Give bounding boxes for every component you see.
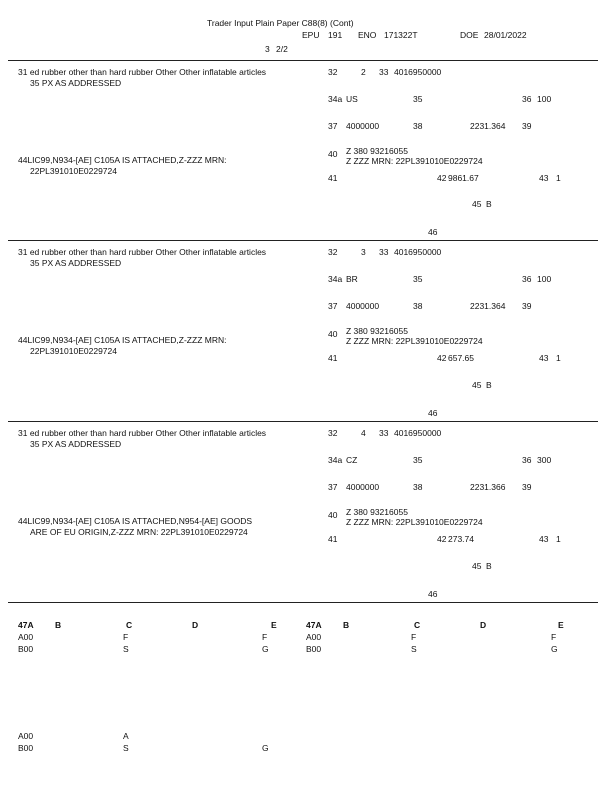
- item-price: 657.65: [448, 353, 474, 363]
- origin-country: CZ: [346, 455, 358, 465]
- box34a-label: 34a: [328, 94, 343, 104]
- item-divider: [8, 240, 598, 241]
- box43-label: 43: [539, 173, 549, 183]
- tax-base-code: S: [123, 743, 129, 753]
- box36-value: 100: [537, 94, 552, 104]
- box34a-label: 34a: [328, 274, 343, 284]
- tax-type-code: A00: [18, 632, 34, 642]
- box46-label: 46: [428, 408, 438, 418]
- tax-type-code: A00: [18, 731, 34, 741]
- box36-label: 36: [522, 455, 532, 465]
- previous-document-2: Z ZZZ MRN: 22PL391010E0229724: [346, 517, 483, 527]
- previous-document-2: Z ZZZ MRN: 22PL391010E0229724: [346, 336, 483, 346]
- tax-box-label: 47A: [18, 620, 34, 630]
- tax-base-code: S: [411, 644, 417, 654]
- box36-value: 300: [537, 455, 552, 465]
- box33-label: 33: [379, 247, 389, 257]
- tax-method-code: G: [262, 644, 269, 654]
- doe-label: DOE: [460, 30, 479, 40]
- box41-label: 41: [328, 534, 338, 544]
- box45-label: 45: [472, 561, 482, 571]
- tax-type-code: B00: [18, 743, 34, 753]
- net-mass: 2231.366: [470, 482, 506, 492]
- box35-label: 35: [413, 274, 423, 284]
- box42-label: 42: [437, 353, 447, 363]
- box36-label: 36: [522, 274, 532, 284]
- item-description-line1: 31 ed rubber other than hard rubber Other Other inflatable articles: [18, 428, 267, 438]
- box36-value: 100: [537, 274, 552, 284]
- tax-method-code: F: [551, 632, 557, 642]
- box40-label: 40: [328, 149, 338, 159]
- box43-value: 1: [556, 353, 561, 363]
- box44-line2: 22PL391010E0229724: [30, 166, 117, 176]
- previous-document-1: Z 380 93216055: [346, 507, 408, 517]
- box38-label: 38: [413, 121, 423, 131]
- doe-value: 28/01/2022: [484, 30, 527, 40]
- item-description-line2: 35 PX AS ADDRESSED: [30, 439, 122, 449]
- box44-line2: ARE OF EU ORIGIN,Z-ZZZ MRN: 22PL391010E0229724: [30, 527, 248, 537]
- commodity-code: 4016950000: [394, 247, 442, 257]
- tax-method-code: G: [551, 644, 558, 654]
- item-number: 4: [361, 428, 366, 438]
- tax-header-e: E: [271, 620, 277, 630]
- form-title: Trader Input Plain Paper C88(8) (Cont): [207, 18, 354, 28]
- tax-header-e: E: [558, 620, 564, 630]
- item-divider: [8, 602, 598, 603]
- origin-country: BR: [346, 274, 358, 284]
- box43-value: 1: [556, 173, 561, 183]
- box45-value: B: [486, 199, 492, 209]
- header-divider: [8, 60, 598, 61]
- item-divider: [8, 421, 598, 422]
- box38-label: 38: [413, 482, 423, 492]
- box37-label: 37: [328, 482, 338, 492]
- box34a-label: 34a: [328, 455, 343, 465]
- box35-label: 35: [413, 455, 423, 465]
- box43-label: 43: [539, 534, 549, 544]
- box32-label: 32: [328, 67, 338, 77]
- item-number: 3: [361, 247, 366, 257]
- commodity-code: 4016950000: [394, 428, 442, 438]
- box40-label: 40: [328, 329, 338, 339]
- net-mass: 2231.364: [470, 301, 506, 311]
- box42-label: 42: [437, 173, 447, 183]
- box38-label: 38: [413, 301, 423, 311]
- tax-base-code: F: [411, 632, 417, 642]
- box39-label: 39: [522, 482, 532, 492]
- box35-label: 35: [413, 94, 423, 104]
- box39-label: 39: [522, 301, 532, 311]
- box33-label: 33: [379, 67, 389, 77]
- box45-label: 45: [472, 380, 482, 390]
- item-price: 273.74: [448, 534, 474, 544]
- box45-value: B: [486, 561, 492, 571]
- box42-label: 42: [437, 534, 447, 544]
- tax-header-b: B: [343, 620, 350, 630]
- procedure-code: 4000000: [346, 482, 380, 492]
- procedure-code: 4000000: [346, 301, 380, 311]
- previous-document-1: Z 380 93216055: [346, 146, 408, 156]
- eno-label: ENO: [358, 30, 377, 40]
- previous-document-1: Z 380 93216055: [346, 326, 408, 336]
- tax-header-d: D: [192, 620, 199, 630]
- eno-value: 171322T: [384, 30, 418, 40]
- box40-label: 40: [328, 510, 338, 520]
- box37-label: 37: [328, 121, 338, 131]
- page-fraction: 2/2: [276, 44, 288, 54]
- tax-method-code: F: [262, 632, 268, 642]
- box44-line1: 44LIC99,N934-[AE] C105A IS ATTACHED,Z-ZZZ MRN:: [18, 335, 227, 345]
- tax-base-code: A: [123, 731, 129, 741]
- tax-box-label: 47A: [306, 620, 322, 630]
- box45-value: B: [486, 380, 492, 390]
- box32-label: 32: [328, 247, 338, 257]
- item-number: 2: [361, 67, 366, 77]
- tax-base-code: S: [123, 644, 129, 654]
- box32-label: 32: [328, 428, 338, 438]
- box33-label: 33: [379, 428, 389, 438]
- box46-label: 46: [428, 227, 438, 237]
- tax-base-code: F: [123, 632, 129, 642]
- tax-type-code: B00: [306, 644, 322, 654]
- tax-type-code: A00: [306, 632, 322, 642]
- item-description-line1: 31 ed rubber other than hard rubber Other Other inflatable articles: [18, 67, 267, 77]
- item-description-line1: 31 ed rubber other than hard rubber Other Other inflatable articles: [18, 247, 267, 257]
- box43-value: 1: [556, 534, 561, 544]
- epu-label: EPU: [302, 30, 320, 40]
- commodity-code: 4016950000: [394, 67, 442, 77]
- tax-header-c: C: [126, 620, 133, 630]
- item-description-line2: 35 PX AS ADDRESSED: [30, 78, 122, 88]
- origin-country: US: [346, 94, 358, 104]
- box43-label: 43: [539, 353, 549, 363]
- box44-line1: 44LIC99,N934-[AE] C105A IS ATTACHED,N954-[AE] GOODS: [18, 516, 253, 526]
- tax-header-c: C: [414, 620, 421, 630]
- box41-label: 41: [328, 353, 338, 363]
- box44-line1: 44LIC99,N934-[AE] C105A IS ATTACHED,Z-ZZZ MRN:: [18, 155, 227, 165]
- previous-document-2: Z ZZZ MRN: 22PL391010E0229724: [346, 156, 483, 166]
- box37-label: 37: [328, 301, 338, 311]
- box41-label: 41: [328, 173, 338, 183]
- box44-line2: 22PL391010E0229724: [30, 346, 117, 356]
- epu-value: 191: [328, 30, 343, 40]
- item-description-line2: 35 PX AS ADDRESSED: [30, 258, 122, 268]
- box46-label: 46: [428, 589, 438, 599]
- tax-method-code: G: [262, 743, 269, 753]
- tax-header-d: D: [480, 620, 487, 630]
- tax-header-b: B: [55, 620, 62, 630]
- page-index: 3: [265, 44, 270, 54]
- box36-label: 36: [522, 94, 532, 104]
- procedure-code: 4000000: [346, 121, 380, 131]
- box39-label: 39: [522, 121, 532, 131]
- tax-type-code: B00: [18, 644, 34, 654]
- item-price: 9861.67: [448, 173, 479, 183]
- box45-label: 45: [472, 199, 482, 209]
- net-mass: 2231.364: [470, 121, 506, 131]
